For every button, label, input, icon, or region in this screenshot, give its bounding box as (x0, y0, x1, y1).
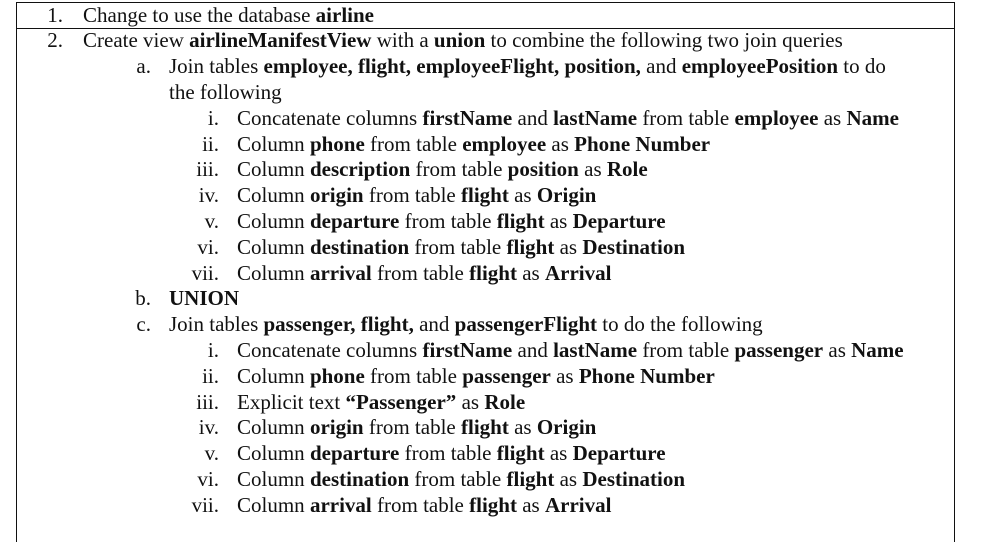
subsub-item-text (237, 105, 899, 131)
subsub-item-text (237, 208, 666, 234)
subsub-item-number: iii. (196, 157, 219, 182)
text-run: Change to use the database (83, 2, 316, 27)
text-run: as (544, 441, 573, 466)
text-run: to do (838, 54, 886, 79)
text-run: Origin (536, 415, 597, 440)
text-run: employee, flight, employeeFlight, position, (263, 54, 641, 79)
text-run: from table (637, 105, 735, 130)
subsub-item-number: ii. (202, 131, 219, 156)
text-run: Concatenate columns (237, 337, 423, 362)
text-run: Column (237, 183, 310, 208)
subsub-item-text (237, 260, 611, 286)
text-run: from table (371, 260, 470, 285)
text-run: Concatenate columns (237, 105, 423, 130)
text-run: as (544, 208, 573, 233)
text-run: Column (237, 131, 310, 156)
subsub-item-number: vi. (197, 466, 219, 491)
text-run: with a (371, 28, 434, 53)
text-run: destination (309, 466, 410, 491)
text-run: flight (461, 183, 509, 208)
text-run: Name (851, 337, 904, 362)
text-run: arrival (309, 492, 372, 517)
list-item-text (83, 27, 843, 53)
text-run: as (554, 234, 583, 259)
text-run: Join tables (169, 312, 264, 337)
text-run: Join tables (169, 54, 264, 79)
text-run: description (309, 157, 411, 182)
instructions-table (16, 2, 955, 542)
text-run: origin (309, 183, 364, 208)
subsub-item-text (237, 131, 710, 157)
subsub-item-text (237, 234, 685, 260)
text-run: passengerFlight (454, 312, 597, 337)
sub-item-text (169, 285, 239, 311)
text-run: lastName (553, 337, 638, 362)
text-run: Column (237, 466, 310, 491)
text-run: Column (237, 157, 310, 182)
subsub-item-number: i. (207, 105, 219, 130)
sub-item-text (169, 53, 886, 79)
text-run: Explicit text (237, 389, 346, 414)
text-run: lastName (553, 105, 638, 130)
text-run: airline (315, 2, 374, 27)
subsub-item-text (237, 363, 715, 389)
subsub-item-number: v. (204, 441, 219, 466)
text-run: flight (461, 415, 509, 440)
text-run: arrival (309, 260, 372, 285)
text-run: Column (237, 260, 310, 285)
subsub-item-text (237, 156, 648, 182)
subsub-item-text (237, 414, 596, 440)
text-run: from table (399, 441, 497, 466)
subsub-item-number: iii. (196, 389, 219, 414)
sub-item-number: c. (136, 312, 151, 337)
text-run: as (818, 105, 847, 130)
text-run: from table (371, 492, 470, 517)
text-run: from table (363, 183, 461, 208)
text-run: Destination (582, 466, 686, 491)
text-run: Origin (536, 183, 597, 208)
text-run: passenger (734, 337, 824, 362)
text-run: as (456, 389, 485, 414)
text-run: flight (469, 260, 517, 285)
text-run: passenger, flight, (263, 312, 414, 337)
text-run: as (546, 131, 575, 156)
text-run: Column (237, 441, 310, 466)
text-run: phone (309, 363, 365, 388)
text-run: Column (237, 208, 310, 233)
text-run: from table (399, 208, 497, 233)
text-run: as (578, 157, 607, 182)
text-run: flight (506, 466, 555, 491)
subsub-item-text (237, 389, 525, 415)
sub-item-text (169, 311, 763, 337)
subsub-item-text (237, 492, 611, 518)
subsub-item-number: vi. (197, 234, 219, 259)
text-run: departure (309, 208, 400, 233)
text-run: as (508, 415, 537, 440)
text-run: firstName (422, 337, 513, 362)
text-run: firstName (422, 105, 513, 130)
text-run: airlineManifestView (189, 28, 372, 53)
subsub-item-number: v. (204, 208, 219, 233)
text-run: employeePosition (681, 54, 839, 79)
text-run: Name (846, 105, 899, 130)
text-run: Column (237, 234, 310, 259)
sub-item-text (169, 79, 282, 105)
text-run: Departure (572, 208, 666, 233)
text-run: position (507, 157, 579, 182)
text-run: from table (409, 466, 507, 491)
sub-item-number: b. (135, 286, 151, 311)
text-run: as (550, 363, 579, 388)
text-run: Departure (572, 441, 666, 466)
text-run: origin (309, 415, 364, 440)
text-run: Create view (83, 28, 190, 53)
text-run: from table (637, 337, 735, 362)
text-run: as (516, 492, 545, 517)
text-run: from table (364, 131, 463, 156)
subsub-item-number: ii. (202, 363, 219, 388)
text-run: flight (469, 492, 517, 517)
text-run: phone (309, 131, 365, 156)
subsub-item-text (237, 337, 904, 363)
text-run: Column (237, 415, 310, 440)
text-run: employee (734, 105, 819, 130)
text-run: Column (237, 363, 310, 388)
text-run: destination (309, 234, 410, 259)
text-run: from table (410, 157, 508, 182)
text-run: departure (309, 441, 400, 466)
text-run: and (640, 54, 682, 79)
text-run: union (433, 28, 486, 53)
list-item-text (83, 2, 374, 28)
text-run: to do the following (597, 312, 763, 337)
subsub-item-number: i. (207, 337, 219, 362)
text-run: flight (496, 208, 545, 233)
text-run: Column (237, 492, 310, 517)
text-run: flight (496, 441, 545, 466)
text-run: Role (606, 157, 648, 182)
list-item-number: 2. (47, 28, 63, 53)
text-run: Phone Number (578, 363, 715, 388)
subsub-item-number: vii. (191, 492, 219, 517)
subsub-item-text (237, 466, 685, 492)
text-run: and (413, 312, 455, 337)
list-item-number: 1. (47, 2, 63, 27)
subsub-item-text (237, 440, 666, 466)
text-run: as (823, 337, 852, 362)
subsub-item-number: iv. (198, 415, 219, 440)
text-run: and (512, 337, 554, 362)
text-run: Role (484, 389, 526, 414)
subsub-item-text (237, 182, 596, 208)
text-run: Phone Number (574, 131, 711, 156)
text-run: as (508, 183, 537, 208)
text-run: from table (364, 363, 463, 388)
text-run: Arrival (544, 260, 612, 285)
text-run: passenger (462, 363, 551, 388)
subsub-item-number: iv. (198, 183, 219, 208)
text-run: the following (169, 79, 282, 104)
text-run: flight (506, 234, 555, 259)
text-run: and (512, 105, 554, 130)
text-run: employee (462, 131, 547, 156)
text-run: as (516, 260, 545, 285)
text-run: from table (363, 415, 461, 440)
text-run: from table (409, 234, 507, 259)
text-run: UNION (169, 286, 240, 311)
text-run: as (554, 466, 583, 491)
text-run: to combine the following two join queries (485, 28, 843, 53)
sub-item-number: a. (136, 54, 151, 79)
subsub-item-number: vii. (191, 260, 219, 285)
text-run: Destination (582, 234, 686, 259)
text-run: Arrival (544, 492, 612, 517)
text-run: “Passenger” (345, 389, 457, 414)
